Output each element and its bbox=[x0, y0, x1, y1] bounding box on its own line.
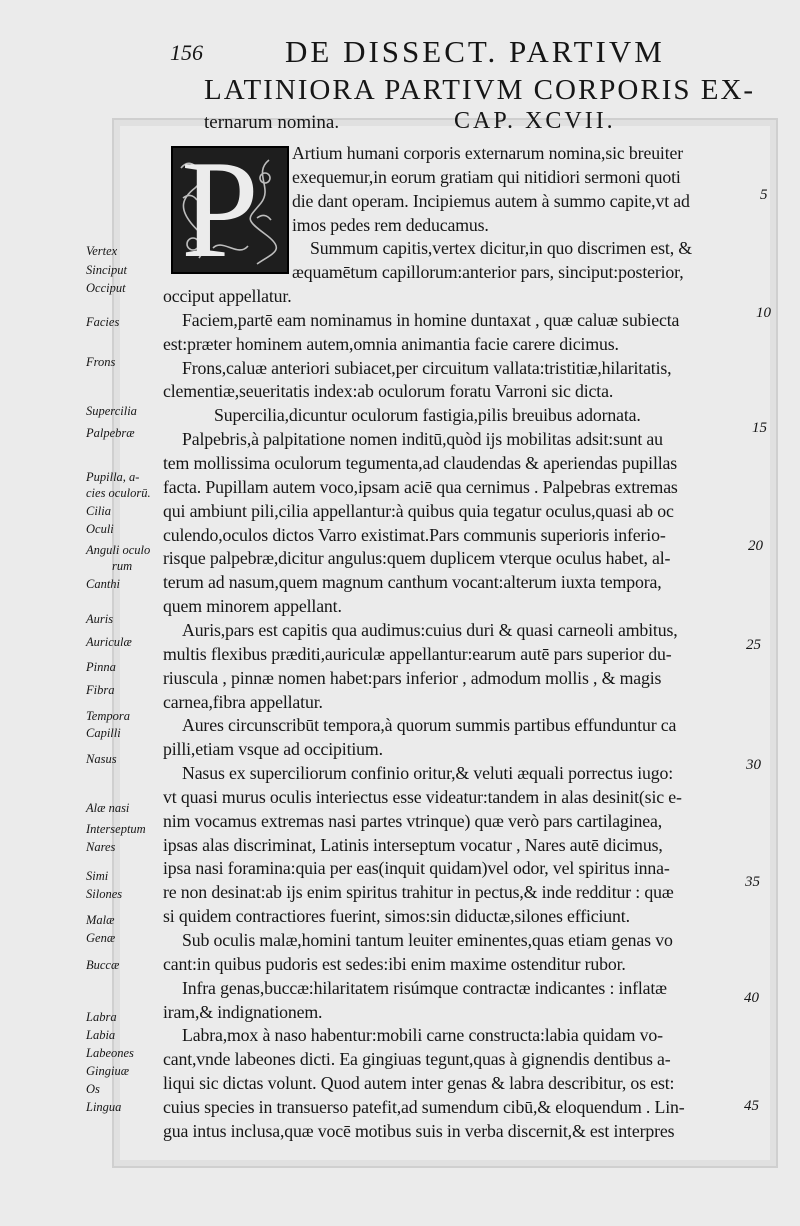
margin-note: Nares bbox=[86, 840, 116, 854]
line-number: 10 bbox=[756, 305, 771, 321]
margin-note: Labia bbox=[86, 1028, 116, 1042]
text-line: Supercilia,dicuntur oculorum fastigia,pilis breuibus adornata. bbox=[214, 405, 641, 425]
margin-note: Labeones bbox=[86, 1046, 134, 1060]
text-line: vt quasi murus oculis interiectus esse videatur:tandem in alas desinit(sic e- bbox=[163, 787, 682, 807]
text-line: Auris,pars est capitis qua audimus:cuius duri & quasi carneoli ambitus, bbox=[182, 620, 678, 640]
margin-note: Tempora bbox=[86, 709, 130, 723]
text-line: Artium humani corporis externarum nomina,sic breuiter bbox=[292, 143, 684, 163]
page-number: 156 bbox=[170, 40, 203, 65]
margin-note: cies oculorū. bbox=[86, 486, 151, 500]
margin-note: Palpebræ bbox=[86, 426, 135, 440]
text-line: Summum capitis,vertex dicitur,in quo discrimen est, & bbox=[310, 238, 692, 258]
line-number: 15 bbox=[752, 420, 767, 436]
line-number: 5 bbox=[760, 187, 768, 203]
text-line: Infra genas,buccæ:hilaritatem risúmque contractæ indicantes : inflatæ bbox=[182, 978, 667, 998]
text-line: gua intus inclusa,quæ vocē motibus suis in verba discernit,& est interpres bbox=[163, 1121, 675, 1141]
margin-note: Genæ bbox=[86, 931, 116, 945]
margin-note: Pinna bbox=[86, 660, 116, 674]
text-line: riuscula , pinnæ nomen habet:pars inferior , admodum mollis , & magis bbox=[163, 668, 662, 688]
margin-note: Anguli oculo bbox=[86, 543, 151, 557]
text-line: imos pedes rem deducamus. bbox=[292, 215, 489, 235]
text-line: tem mollissima oculorum tegumenta,ad claudendas & aperiendas pupillas bbox=[163, 453, 678, 473]
text-line: ipsa nasi foramina:quia per eas(inquit quidam)vel odor, vel spiritus inna- bbox=[163, 858, 670, 878]
text-line: iram,& indignationem. bbox=[163, 1002, 323, 1022]
margin-note: Auriculæ bbox=[86, 635, 132, 649]
text-line: ipsas alas discriminat, Latinis interseptum vocatur , Nares autē dicimus, bbox=[163, 835, 663, 855]
margin-note: Malæ bbox=[86, 913, 115, 927]
text-line: qui ambiunt pili,cilia appellantur:à quibus quia tegatur oculus,quasi ab oc bbox=[163, 501, 674, 521]
margin-note: Simi bbox=[86, 869, 109, 883]
margin-note: Facies bbox=[86, 315, 120, 329]
text-line: re non desinat:ab ijs enim spiritus trahitur in pectus,& inde redditur : quæ bbox=[163, 882, 674, 902]
line-number: 45 bbox=[744, 1098, 759, 1114]
running-title: DE DISSECT. PARTIVM bbox=[285, 34, 665, 69]
text-line: culendo,oculos dictos Varro existimat.Pars communis superioris inferio- bbox=[163, 525, 666, 545]
text-line: Labra,mox à naso habentur:mobili carne constructa:labia quidam vo- bbox=[182, 1025, 663, 1045]
margin-note: Fibra bbox=[86, 683, 115, 697]
margin-note: Supercilia bbox=[86, 404, 137, 418]
margin-note: Labra bbox=[86, 1010, 117, 1024]
text-line: multis flexibus præditi,auriculæ appellantur:earum autē pars superior du- bbox=[163, 644, 672, 664]
margin-note: Gingiuæ bbox=[86, 1064, 130, 1078]
text-line: carnea,fibra appellatur. bbox=[163, 692, 323, 712]
margin-note: Occiput bbox=[86, 281, 126, 295]
text-line: æquamētum capillorum:anterior pars, sinciput:posterior, bbox=[292, 262, 684, 282]
margin-note: Pupilla, a- bbox=[86, 470, 140, 484]
text-line: terum ad nasum,quem magnum canthum vocant:alterum iuxta tempora, bbox=[163, 572, 662, 592]
text-line: occiput appellatur. bbox=[163, 286, 292, 306]
text-line: die dant operam. Incipiemus autem à summo capite,vt ad bbox=[292, 191, 690, 211]
margin-note: Frons bbox=[86, 355, 116, 369]
text-line: Frons,caluæ anteriori subiacet,per circuitum vallata:tristitiæ,hilaritatis, bbox=[182, 358, 672, 378]
margin-note: Alæ nasi bbox=[86, 801, 130, 815]
margin-note: Vertex bbox=[86, 244, 118, 258]
decorated-initial bbox=[171, 132, 289, 287]
margin-note: Oculi bbox=[86, 522, 114, 536]
text-line: clementiæ,seueritatis index:ab oculorum foratu Varroni sic dicta. bbox=[163, 381, 614, 401]
text-line: liqui sic dictas volunt. Quod autem inter genas & labra describitur, os est: bbox=[163, 1073, 675, 1093]
text-line: Nasus ex superciliorum confinio oritur,& veluti æquali porrectus iugo: bbox=[182, 763, 674, 783]
text-line: Aures circunscribūt tempora,à quorum summis partibus effunduntur ca bbox=[182, 715, 677, 735]
text-line: Faciem,partē eam nominamus in homine duntaxat , quæ caluæ subiecta bbox=[182, 310, 680, 330]
chapter-heading-line2 bbox=[204, 108, 644, 138]
chapter-heading: LATINIORA PARTIVM CORPORIS EX- bbox=[204, 74, 756, 106]
chapter-subtitle: ternarum nomina. bbox=[204, 112, 340, 133]
initial-letter: P bbox=[181, 132, 259, 287]
text-line: Sub oculis malæ,homini tantum leuiter eminentes,quas etiam genas vo bbox=[182, 930, 673, 950]
text-line: pilli,etiam vsque ad occipitium. bbox=[163, 739, 383, 759]
text-line: Palpebris,à palpitatione nomen inditū,quòd ijs mobilitas adsit:sunt au bbox=[182, 429, 663, 449]
text-line: est:præter hominem autem,omnia animantia facie carere dicimus. bbox=[163, 334, 619, 354]
line-number: 25 bbox=[746, 637, 761, 653]
margin-note: Capilli bbox=[86, 726, 121, 740]
text-line: si quidem contractiores fuerint, simos:sin diductæ,silones efficiunt. bbox=[163, 906, 630, 926]
margin-note: Cilia bbox=[86, 504, 112, 518]
margin-note: Os bbox=[86, 1082, 100, 1096]
margin-note: Sinciput bbox=[86, 263, 127, 277]
text-line: cuius species in transuerso patefit,ad sumendum cibū,& eloquendum . Lin- bbox=[163, 1097, 685, 1117]
margin-note: Nasus bbox=[86, 752, 117, 766]
margin-note: Interseptum bbox=[86, 822, 146, 836]
margin-note: Canthi bbox=[86, 577, 121, 591]
text-line: risque palpebræ,dicitur angulus:quem duplicem vterque oculus habet, al- bbox=[163, 548, 671, 568]
text-line: nim vocamus extremas nasi partes vtrinque) quæ verò pars cartilaginea, bbox=[163, 811, 663, 831]
margin-note: Lingua bbox=[86, 1100, 122, 1114]
line-number: 30 bbox=[746, 757, 761, 773]
text-line: cant,vnde labeones dicti. Ea gingiuas tegunt,quas à gignendis dentibus a- bbox=[163, 1049, 671, 1069]
text-line: exequemur,in eorum gratiam qui nitidiori sermoni quoti bbox=[292, 167, 681, 187]
line-number: 20 bbox=[748, 538, 763, 554]
line-number: 35 bbox=[745, 874, 760, 890]
margin-note: Auris bbox=[86, 612, 114, 626]
chapter-number: CAP. XCVII. bbox=[454, 108, 616, 134]
margin-note: rum bbox=[112, 559, 133, 573]
text-line: facta. Pupillam autem voco,ipsam aciē qua cernimus . Palpebras extremas bbox=[163, 477, 678, 497]
text-line: quem minorem appellant. bbox=[163, 596, 342, 616]
text-line: cant:in quibus pudoris est sedes:ibi enim maxime ostenditur rubor. bbox=[163, 954, 626, 974]
margin-note: Silones bbox=[86, 887, 123, 901]
line-number: 40 bbox=[744, 990, 759, 1006]
margin-note: Buccæ bbox=[86, 958, 120, 972]
